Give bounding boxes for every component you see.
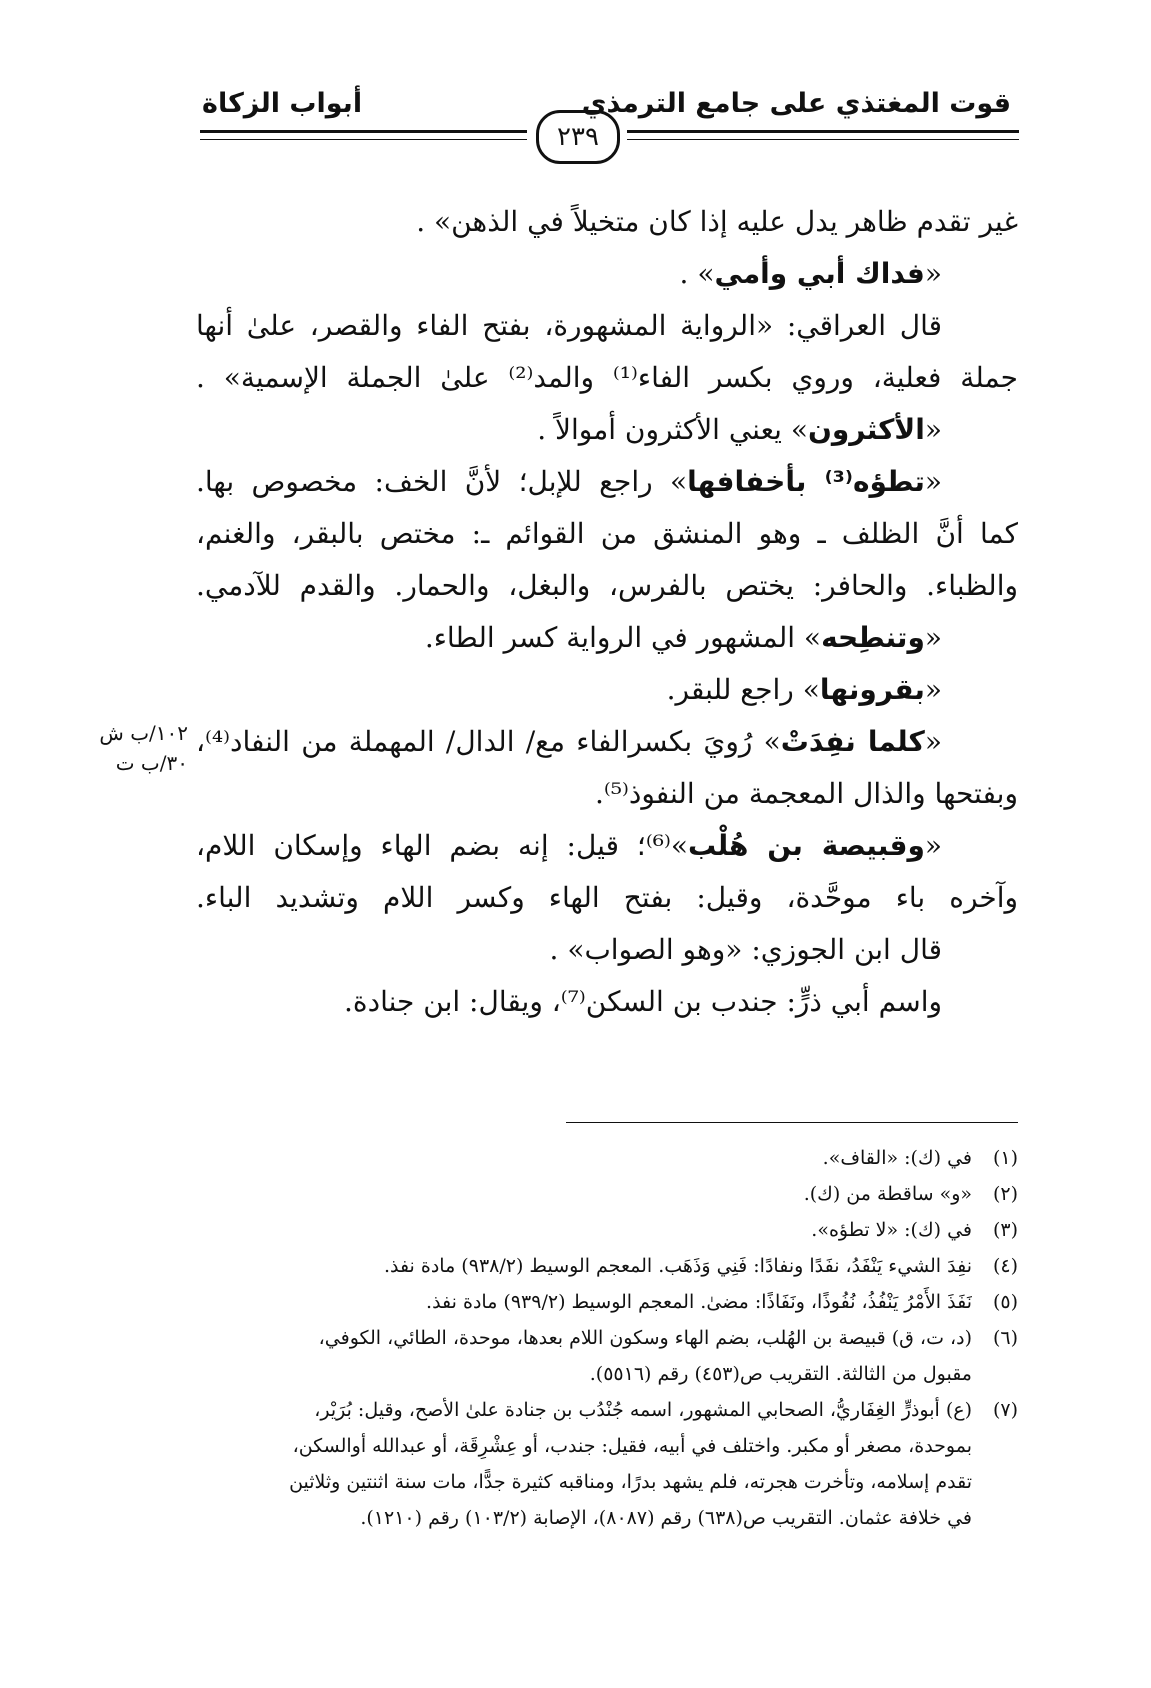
text-line [196, 976, 1018, 1028]
footnote-number: (١) [992, 1147, 1018, 1169]
footnote-line: نفِدَ الشيء يَنْفَدُ، نفَدًا ونفادًا: فَنِي وَذَهَب. المعجم الوسيط (٩٣٨/٢) مادة نفذ. [383, 1255, 972, 1277]
footnote [196, 1284, 1018, 1320]
text-run: قال العراقي: «الرواية المشهورة، بفتح الفاء والقصر، علىٰ أنها [196, 309, 942, 342]
footnote [196, 1392, 1018, 1536]
text-run: وبفتحها والذال المعجمة من النفوذ⁽⁵⁾. [594, 777, 1018, 810]
footnote-line: تقدم إسلامه، وتأخرت هجرته، فلم يشهد بدرًا، ومناقبه كثيرة جدًّا، مات سنة اثنتين وثلاثين [289, 1471, 972, 1493]
text-run: واسم أبي ذرٍّ: جندب بن السكن⁽⁷⁾، ويقال: ابن جنادة. [344, 985, 942, 1018]
text-run: » يعني الأكثرون أموالاً . [537, 413, 808, 446]
text-run: « [924, 673, 942, 706]
quoted-hadith-term: بقرونها [819, 673, 925, 706]
footnote-text [196, 1284, 972, 1320]
margin-note-line: ١٠٢/ب ش [99, 721, 188, 745]
text-line [196, 352, 1018, 404]
text-run: » . [679, 257, 715, 290]
text-run: غير تقدم ظاهر يدل عليه إذا كان متخيلاً في الذهن» . [416, 205, 1018, 238]
footnote-number: (٢) [992, 1183, 1018, 1205]
text-run: « [924, 725, 942, 758]
text-run: » المشهور في الرواية كسر الطاء. [424, 621, 822, 654]
header-rule-left [200, 130, 527, 140]
text-line [196, 300, 1018, 352]
text-line [196, 456, 1018, 508]
text-line [196, 612, 1018, 664]
book-title: قوت المغتذي على جامع الترمذي [581, 88, 1011, 119]
text-line [196, 768, 1018, 820]
footnote-text [196, 1212, 972, 1248]
chapter-title: أبواب الزكاة [202, 88, 363, 119]
text-line [196, 508, 1018, 560]
footnote-line: في خلافة عثمان. التقريب ص(٦٣٨) رقم (٨٠٨٧)، الإصابة (١٠٣/٢) رقم (١٢١٠). [360, 1507, 972, 1529]
footnote-line: (ع) أبوذرٍّ الغِفَاريُّ، الصحابي المشهور، اسمه جُنْدُب بن جنادة علىٰ الأصح، وقيل: بُرَيْر، [314, 1399, 972, 1421]
footnote-number: (٦) [992, 1327, 1018, 1349]
text-run: قال ابن الجوزي: «وهو الصواب» . [549, 933, 942, 966]
footnote-text [196, 1140, 972, 1176]
footnote-separator [566, 1122, 1018, 1123]
text-line [196, 404, 1018, 456]
footnote [196, 1320, 1018, 1392]
text-run: » راجع للإبل؛ لأنَّ الخف: مخصوص بها. [196, 465, 688, 498]
text-line [196, 664, 1018, 716]
quoted-hadith-term: تطؤه⁽³⁾ بأخفافها [687, 465, 925, 498]
footnotes [196, 1140, 1018, 1536]
footnote-text [196, 1320, 972, 1392]
footnote [196, 1248, 1018, 1284]
footnote-number: (٣) [992, 1219, 1018, 1241]
text-run: « [924, 829, 942, 862]
margin-note-line: ٣٠/ب ت [115, 751, 188, 775]
footnote-line: «و» ساقطة من (ك). [803, 1183, 972, 1205]
text-line [196, 820, 1018, 872]
text-run: » رُويَ بكسرالفاء مع/ الدال/ المهملة من النفاد⁽⁴⁾، [196, 725, 781, 758]
footnote-line: (د، ت، ق) قبيصة بن الهُلب، بضم الهاء وسكون اللام بعدها، موحدة، الطائي، الكوفي، [318, 1327, 972, 1349]
text-line [196, 248, 1018, 300]
text-line [196, 924, 1018, 976]
footnote-text [196, 1392, 972, 1536]
footnote-number: (٤) [992, 1255, 1018, 1277]
footnote-number: (٧) [992, 1399, 1018, 1421]
text-line [196, 196, 1018, 248]
text-run: كما أنَّ الظلف ـ وهو المنشق من القوائم ـ: مختص بالبقر، والغنم، [196, 517, 1018, 550]
footnote-text [196, 1176, 972, 1212]
quoted-hadith-term: وتنطِحه [821, 621, 925, 654]
footnote-line: في (ك): «القاف». [822, 1147, 972, 1169]
footnote [196, 1140, 1018, 1176]
manuscript-margin-note [78, 718, 188, 778]
quoted-hadith-term: فداك أبي وأمي [714, 257, 925, 290]
text-run: « [924, 257, 942, 290]
footnote-line: نَفَذَ الأَمْرُ يَنْفُذُ، نُفُوذًا، ونَفَاذًا: مضىٰ. المعجم الوسيط (٩٣٩/٢) مادة نفذ. [426, 1291, 972, 1313]
footnote [196, 1212, 1018, 1248]
quoted-hadith-term: الأكثرون [807, 413, 925, 446]
text-run: « [924, 621, 942, 654]
footnote [196, 1176, 1018, 1212]
footnote-line: بموحدة، مصغر أو مكبر. واختلف في أبيه، فقيل: جندب، أو عِشْرِقَة، أو عبدالله أوالسكن، [292, 1435, 972, 1457]
text-run: وآخره باء موحَّدة، وقيل: بفتح الهاء وكسر اللام وتشديد الباء. [196, 881, 1018, 914]
footnote-text [196, 1248, 972, 1284]
page-number: ٢٣٩ [536, 110, 620, 164]
quoted-hadith-term: كلما نفِدَتْ [780, 725, 925, 758]
text-run: » راجع للبقر. [666, 673, 820, 706]
text-run: « [924, 465, 942, 498]
text-run: جملة فعلية، وروي بكسر الفاء⁽¹⁾ والمد⁽²⁾ علىٰ الجملة الإسمية» . [196, 361, 1018, 394]
footnote-line: في (ك): «لا تطؤه». [811, 1219, 972, 1241]
text-run: والظباء. والحافر: يختص بالفرس، والبغل، والحمار. والقدم للآدمي. [196, 569, 1018, 602]
header-rule-right [627, 130, 1019, 140]
text-line [196, 872, 1018, 924]
footnote-number: (٥) [992, 1291, 1018, 1313]
text-line [196, 560, 1018, 612]
footnote-line: مقبول من الثالثة. التقريب ص(٤٥٣) رقم (٥٥١٦). [589, 1363, 972, 1385]
text-line [196, 716, 1018, 768]
text-run: « [924, 413, 942, 446]
text-run: »⁽⁶⁾؛ قيل: إنه بضم الهاء وإسكان اللام، [196, 829, 688, 862]
main-text [196, 196, 1018, 1028]
quoted-hadith-term: وقبيصة بن هُلْب [687, 829, 925, 862]
